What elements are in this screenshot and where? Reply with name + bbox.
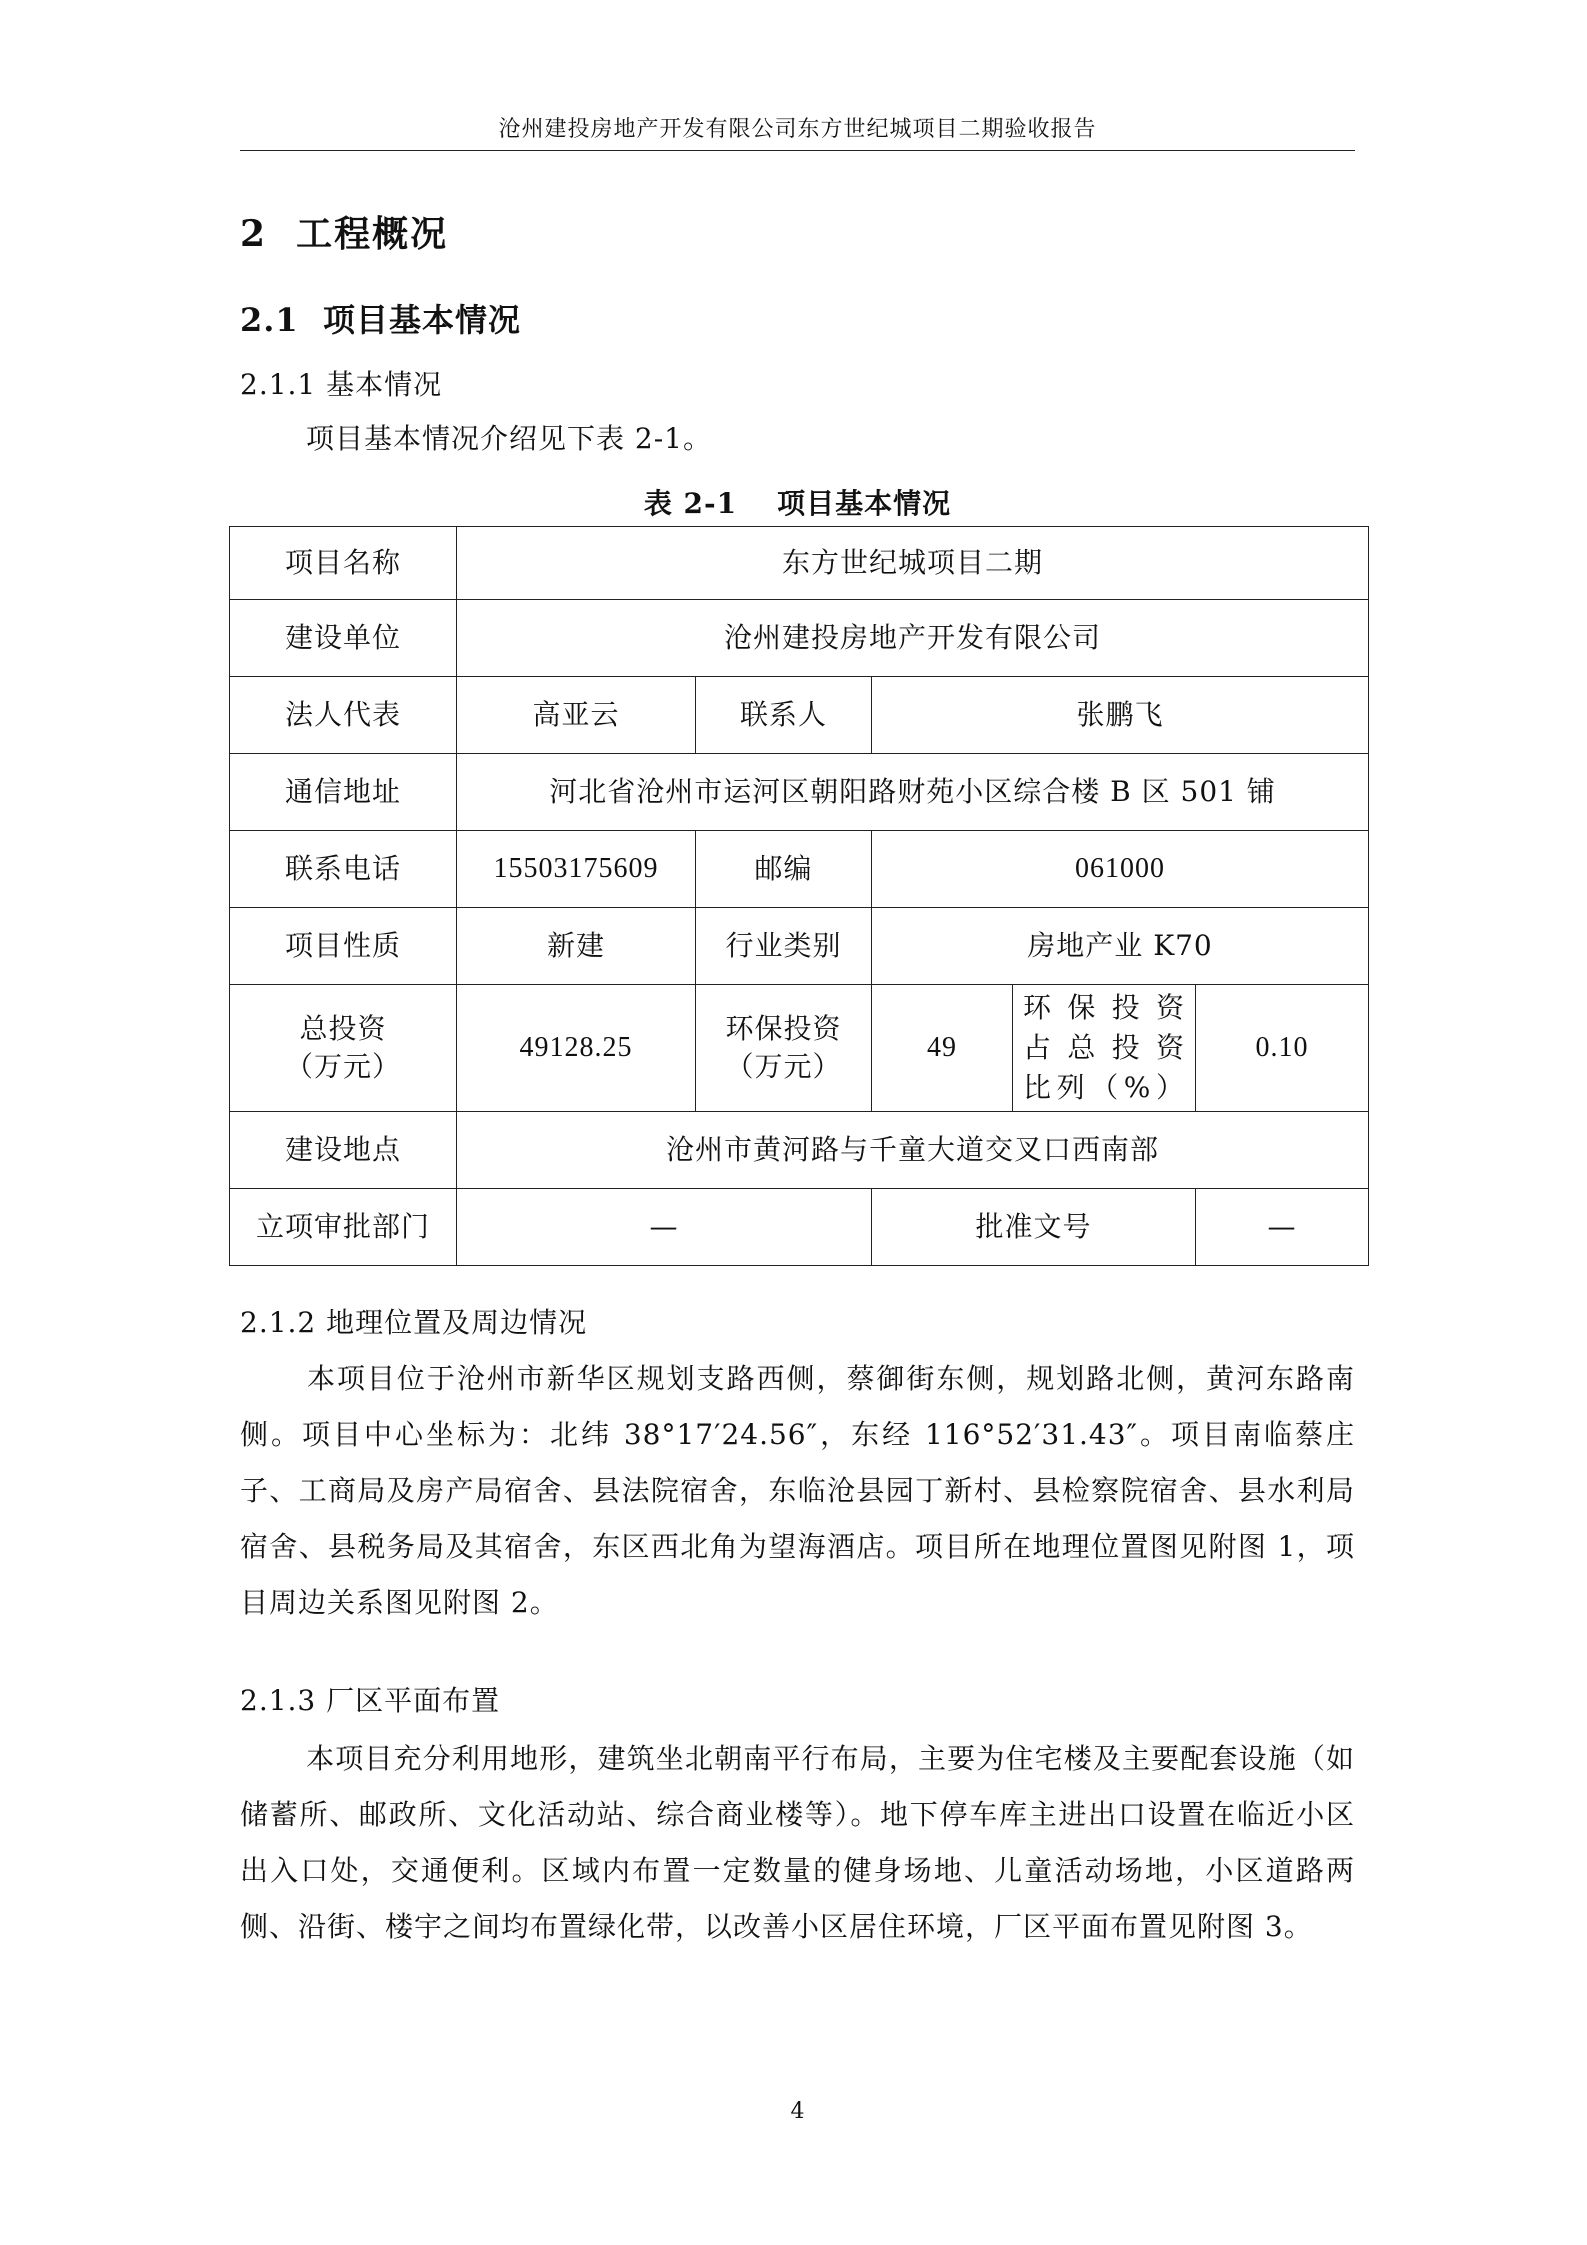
label-env-ratio-line2: 占总投资 (1023, 1031, 1185, 1064)
section-number: 2 (240, 213, 268, 255)
label-zip: 邮编 (696, 831, 872, 908)
value-zip: 061000 (872, 831, 1369, 908)
table-row (230, 677, 1369, 754)
table-row (230, 754, 1369, 831)
subsection-heading (240, 295, 521, 341)
label-project-name: 项目名称 (230, 527, 457, 600)
header-rule (240, 150, 1355, 151)
label-address: 通信地址 (230, 754, 457, 831)
label-industry: 行业类别 (696, 908, 872, 985)
project-info-table (229, 526, 1369, 1266)
paragraph-location-text: 本项目位于沧州市新华区规划支路西侧，蔡御街东侧，规划路北侧，黄河东路南侧。项目中心坐标为：北纬 38°17′24.56″，东经 116°52′31.43″。项目南临蔡庄子、工商局及房产局宿舍、县法院宿舍，东临沧县园丁新村、县检察院宿舍、县水利局宿舍、县税务局及其宿舍，东区西北角为望海酒店。项目所在地理位置图见附图 1，项目周边关系图见附图 2。 (240, 1362, 1355, 1619)
value-industry: 房地产业 K70 (872, 908, 1369, 985)
heading-2-1-1: 2.1.1 基本情况 (240, 368, 443, 401)
label-builder: 建设单位 (230, 600, 457, 677)
label-site: 建设地点 (230, 1112, 457, 1189)
value-address: 河北省沧州市运河区朝阳路财苑小区综合楼 B 区 501 铺 (457, 754, 1369, 831)
paragraph-layout-text: 本项目充分利用地形，建筑坐北朝南平行布局，主要为住宅楼及主要配套设施（如储蓄所、邮政所、文化活动站、综合商业楼等）。地下停车库主进出口设置在临近小区出入口处，交通便利。区域内布置一定数量的健身场地、儿童活动场地，小区道路两侧、沿街、楼宇之间均布置绿化带，以改善小区居住环境，厂区平面布置见附图 3。 (240, 1742, 1355, 1943)
value-legal-rep: 高亚云 (457, 677, 696, 754)
value-contact: 张鹏飞 (872, 677, 1369, 754)
label-approval-dept: 立项审批部门 (230, 1189, 457, 1266)
table-row (230, 1189, 1369, 1266)
label-env-ratio-line3: 比列（%） (1023, 1071, 1185, 1104)
subsection-number: 2.1 (240, 301, 299, 339)
paragraph-location (240, 1351, 1355, 1631)
running-header: 沧州建投房地产开发有限公司东方世纪城项目二期验收报告 (498, 117, 1097, 142)
label-contact: 联系人 (696, 677, 872, 754)
label-env-investment (696, 985, 872, 1112)
value-builder: 沧州建投房地产开发有限公司 (457, 600, 1369, 677)
label-phone: 联系电话 (230, 831, 457, 908)
page-number: 4 (790, 2099, 805, 2124)
table-intro-text: 项目基本情况介绍见下表 2-1。 (306, 422, 712, 455)
label-total-investment (230, 985, 457, 1112)
heading-2-1-2: 2.1.2 地理位置及周边情况 (240, 1306, 588, 1339)
section-heading (240, 206, 448, 257)
label-total-investment-line2: （万元） (284, 1050, 401, 1083)
value-phone: 15503175609 (457, 831, 696, 908)
label-total-investment-line1: 总投资 (299, 1012, 387, 1045)
table-row (230, 600, 1369, 677)
table-caption-number: 表 2-1 (643, 487, 738, 520)
table-caption-title: 项目基本情况 (777, 487, 952, 520)
subsection-title: 项目基本情况 (322, 301, 521, 339)
label-legal-rep: 法人代表 (230, 677, 457, 754)
table-caption (240, 482, 1355, 522)
table-row (230, 831, 1369, 908)
value-total-investment: 49128.25 (457, 985, 696, 1112)
label-env-ratio (1013, 985, 1196, 1112)
label-nature: 项目性质 (230, 908, 457, 985)
label-approval-doc: 批准文号 (872, 1189, 1196, 1266)
label-env-investment-line2: （万元） (725, 1050, 842, 1083)
value-approval-dept: — (457, 1189, 872, 1266)
label-env-investment-line1: 环保投资 (725, 1012, 842, 1045)
section-title: 工程概况 (296, 213, 449, 255)
table-row (230, 527, 1369, 600)
label-env-ratio-line1: 环保投资 (1023, 991, 1185, 1024)
value-project-name: 东方世纪城项目二期 (457, 527, 1369, 600)
value-env-ratio: 0.10 (1196, 985, 1369, 1112)
value-env-investment: 49 (872, 985, 1013, 1112)
paragraph-layout (240, 1731, 1355, 1955)
value-site: 沧州市黄河路与千童大道交叉口西南部 (457, 1112, 1369, 1189)
table-row (230, 985, 1369, 1112)
heading-2-1-3: 2.1.3 厂区平面布置 (240, 1684, 501, 1717)
value-nature: 新建 (457, 908, 696, 985)
table-row (230, 908, 1369, 985)
table-row (230, 1112, 1369, 1189)
value-approval-doc: — (1196, 1189, 1369, 1266)
